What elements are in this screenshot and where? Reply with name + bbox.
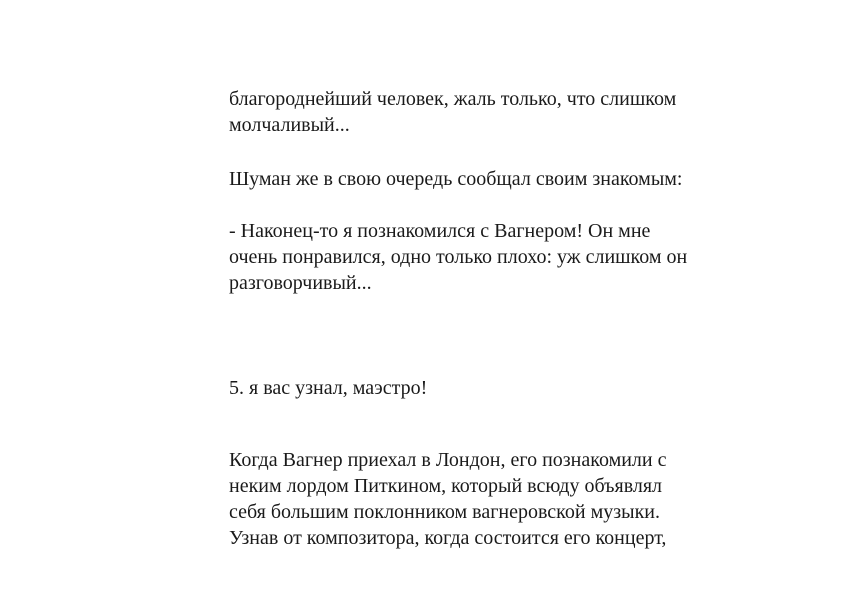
paragraph (229, 166, 682, 192)
text-line: неким лордом Питкином, который всюду объявлял (229, 475, 663, 497)
paragraph (229, 86, 676, 138)
text-line: разговорчивый... (229, 272, 372, 294)
text-line: себя большим поклонником вагнеровской музыки. (229, 501, 660, 523)
text-line: - Наконец-то я познакомился с Вагнером! Он мне (229, 220, 651, 242)
paragraph-dialogue (229, 218, 687, 296)
text-line: Узнав от композитора, когда состоится его концерт, (229, 527, 667, 549)
section-heading: 5. я вас узнал, маэстро! (229, 377, 428, 399)
text-line: молчаливый... (229, 114, 350, 136)
text-line: очень понравился, одно только плохо: уж слишком он (229, 246, 688, 268)
text-line: Когда Вагнер приехал в Лондон, его познакомили с (229, 449, 667, 471)
text-line: Шуман же в свою очередь сообщал своим знакомым: (229, 168, 683, 190)
paragraph (229, 447, 667, 551)
text-line: благороднейший человек, жаль только, что слишком (229, 88, 677, 110)
